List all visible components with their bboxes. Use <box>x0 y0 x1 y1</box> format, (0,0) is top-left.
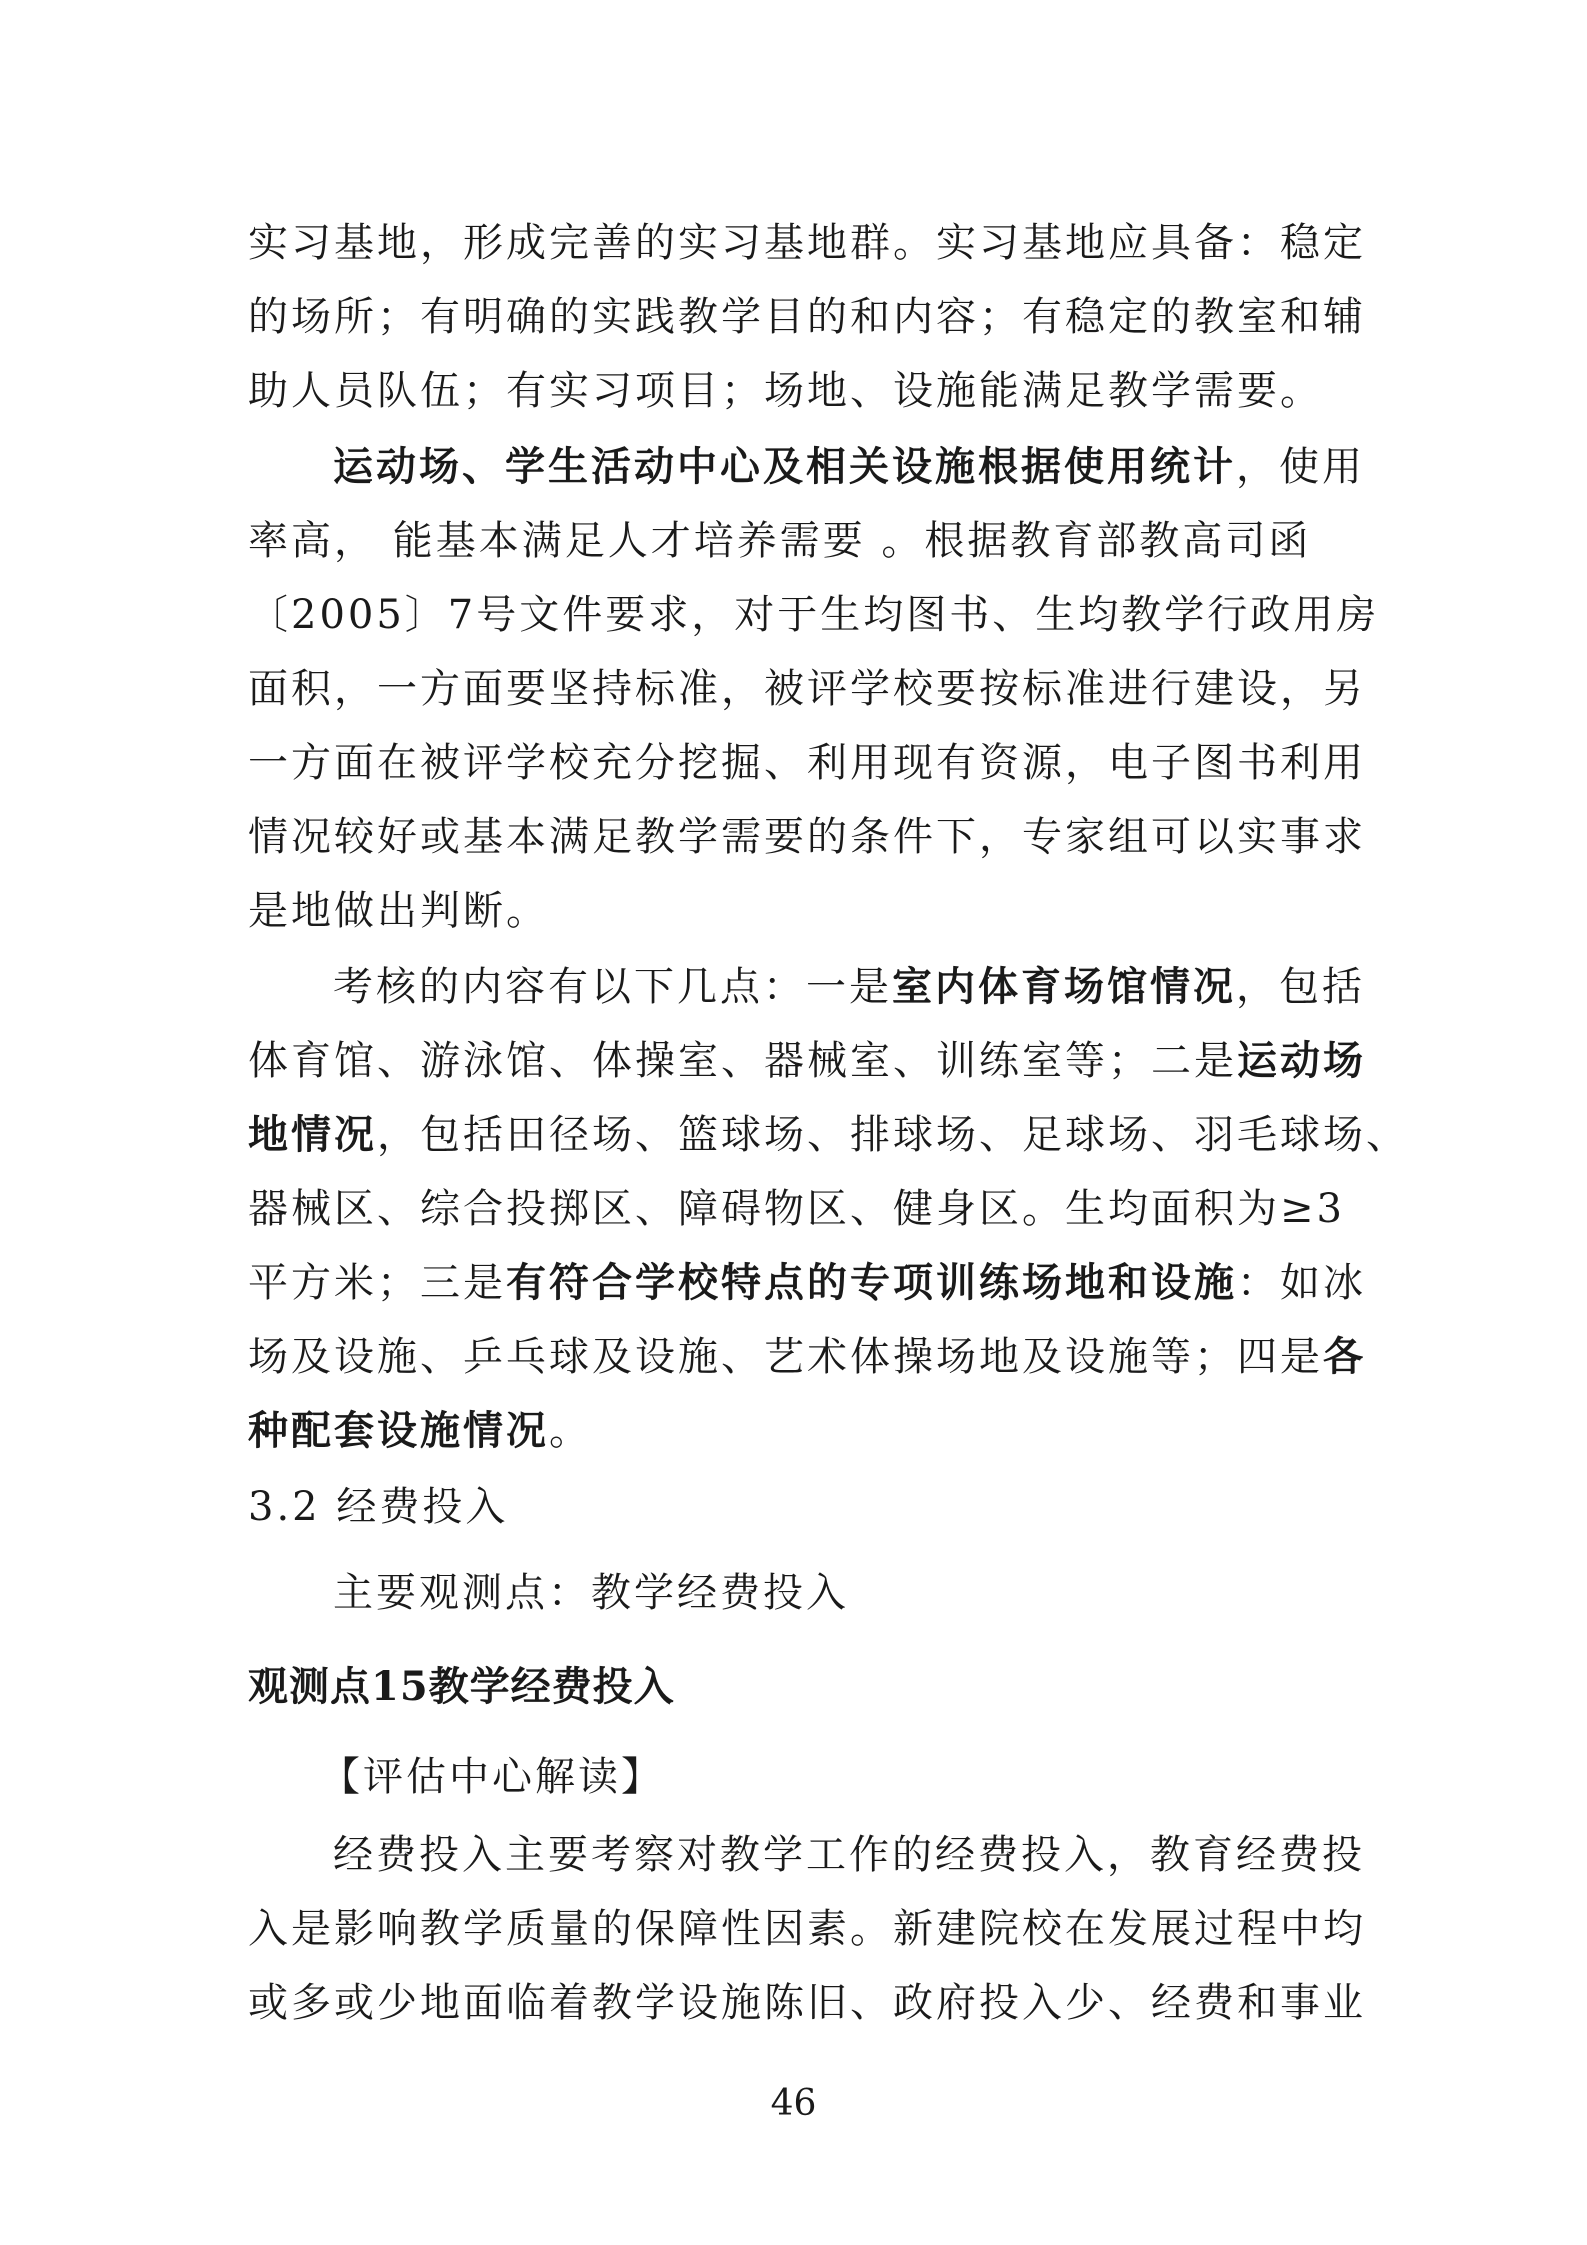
text-run: ，包括田径场、篮球场、排球场、足球场、羽毛球场、 <box>377 1112 1409 1158</box>
observation-title: 观测点15教学经费投入 <box>248 1663 675 1710</box>
section-heading: 3.2 经费投入 <box>248 1484 509 1530</box>
bold-phrase: 有符合学校特点的专项训练场地和设施 <box>506 1259 1237 1306</box>
interpretation-heading: 【评估中心解读】 <box>320 1754 664 1800</box>
bold-phrase: 运动场、学生活动中心及相关设施根据使用统计 <box>333 443 1236 490</box>
text-run: ，使用 <box>1236 444 1365 490</box>
text-run: 体育馆、游泳馆、体操室、器械室、训练室等；二是 <box>248 1038 1237 1084</box>
paragraph-line <box>333 950 1365 1024</box>
bold-phrase: 室内体育场馆情况 <box>892 963 1236 1010</box>
text-run: 平方米；三是 <box>248 1260 506 1306</box>
bold-phrase: 各 <box>1323 1333 1366 1380</box>
paragraph-line: 的场所；有明确的实践教学目的和内容；有稳定的教室和辅 <box>248 294 1366 340</box>
bold-phrase: 种配套设施情况 <box>248 1407 549 1454</box>
paragraph-line <box>248 1024 1366 1098</box>
paragraph-line: 或多或少地面临着教学设施陈旧、政府投入少、经费和事业 <box>248 1980 1366 2026</box>
paragraph-line <box>248 1320 1366 1394</box>
paragraph-line: 实习基地，形成完善的实习基地群。实习基地应具备：稳定 <box>248 220 1366 266</box>
paragraph-line: 面积，一方面要坚持标准，被评学校要按标准进行建设，另 <box>248 666 1366 712</box>
text-run: 。 <box>549 1408 592 1454</box>
paragraph-line: 器械区、综合投掷区、障碍物区、健身区。生均面积为≥3 <box>248 1186 1345 1232</box>
paragraph-line: 一方面在被评学校充分挖掘、利用现有资源，电子图书利用 <box>248 740 1366 786</box>
paragraph-line <box>248 1246 1366 1320</box>
paragraph-line: 助人员队伍；有实习项目；场地、设施能满足教学需要。 <box>248 368 1323 414</box>
paragraph-line <box>333 430 1365 504</box>
bold-phrase: 地情况 <box>248 1111 377 1158</box>
paragraph-line: 情况较好或基本满足教学需要的条件下，专家组可以实事求 <box>248 814 1366 860</box>
paragraph-line <box>248 1394 592 1468</box>
paragraph-line: 入是影响教学质量的保障性因素。新建院校在发展过程中均 <box>248 1906 1366 1952</box>
page-number: 46 <box>770 2083 817 2124</box>
text-run: ：如冰 <box>1237 1260 1366 1306</box>
text-run: 考核的内容有以下几点：一是 <box>333 964 892 1010</box>
paragraph-line <box>248 1098 1409 1172</box>
paragraph-line: 经费投入主要考察对教学工作的经费投入，教育经费投 <box>333 1832 1365 1878</box>
text-run: ，包括 <box>1236 964 1365 1010</box>
paragraph-line: 〔2005〕7号文件要求，对于生均图书、生均教学行政用房 <box>248 592 1380 638</box>
text-run: 场及设施、乒乓球及设施、艺术体操场地及设施等；四是 <box>248 1334 1323 1380</box>
main-observation: 主要观测点：教学经费投入 <box>333 1570 849 1616</box>
paragraph-line: 是地做出判断。 <box>248 888 549 934</box>
bold-phrase: 运动场 <box>1237 1037 1366 1084</box>
paragraph-line: 率高， 能基本满足人才培养需要 。根据教育部教高司函 <box>248 518 1312 564</box>
